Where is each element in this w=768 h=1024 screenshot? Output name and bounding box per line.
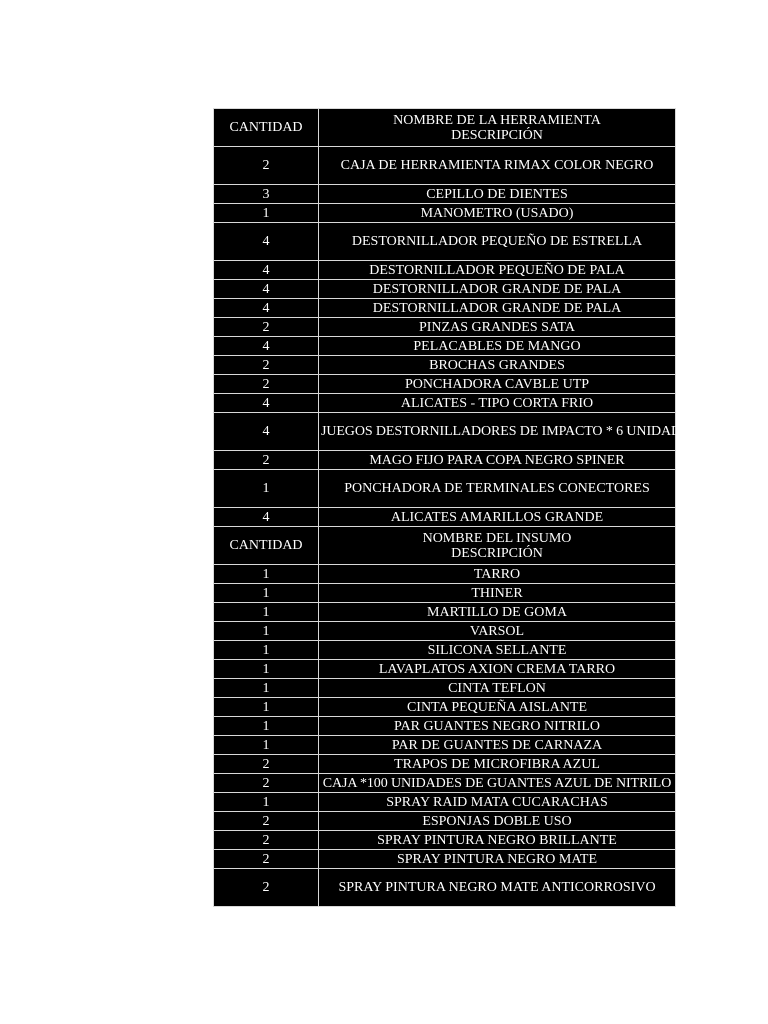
description-cell: CEPILLO DE DIENTES <box>319 185 676 204</box>
supply-name-header-line2: DESCRIPCIÓN <box>451 545 543 561</box>
description-cell: DESTORNILLADOR PEQUEÑO DE PALA <box>319 261 676 280</box>
quantity-cell: 1 <box>214 679 319 698</box>
supply-row <box>214 736 676 755</box>
quantity-cell: 1 <box>214 736 319 755</box>
quantity-cell: 1 <box>214 622 319 641</box>
description-cell: THINER <box>319 584 676 603</box>
tool-row <box>214 185 676 204</box>
supply-row <box>214 641 676 660</box>
tool-row <box>214 451 676 470</box>
tool-row <box>214 280 676 299</box>
description-cell: CAJA DE HERRAMIENTA RIMAX COLOR NEGRO <box>319 147 676 185</box>
quantity-cell: 1 <box>214 584 319 603</box>
description-cell: PONCHADORA CAVBLE UTP <box>319 375 676 394</box>
description-cell: JUEGOS DESTORNILLADORES DE IMPACTO * 6 UNIDADES <box>319 413 676 451</box>
description-cell: SPRAY RAID MATA CUCARACHAS <box>319 793 676 812</box>
quantity-cell: 2 <box>214 774 319 793</box>
quantity-cell: 1 <box>214 793 319 812</box>
description-cell: BROCHAS GRANDES <box>319 356 676 375</box>
quantity-cell: 2 <box>214 831 319 850</box>
tool-name-header-line1: NOMBRE DE LA HERRAMIENTA <box>393 112 601 128</box>
quantity-column-header: CANTIDAD <box>214 109 319 147</box>
tool-row <box>214 261 676 280</box>
quantity-column-header: CANTIDAD <box>214 527 319 565</box>
supply-row <box>214 850 676 869</box>
quantity-cell: 1 <box>214 470 319 508</box>
quantity-cell: 4 <box>214 337 319 356</box>
quantity-cell: 1 <box>214 204 319 223</box>
quantity-cell: 2 <box>214 869 319 907</box>
description-cell: ALICATES - TIPO CORTA FRIO <box>319 394 676 413</box>
quantity-cell: 2 <box>214 812 319 831</box>
tool-row <box>214 470 676 508</box>
inventory-table <box>213 108 698 907</box>
description-cell: MAGO FIJO PARA COPA NEGRO SPINER <box>319 451 676 470</box>
description-cell: PINZAS GRANDES SATA <box>319 318 676 337</box>
supply-name-header-line1: NOMBRE DEL INSUMO <box>422 530 572 546</box>
quantity-cell: 1 <box>214 698 319 717</box>
quantity-cell: 1 <box>214 603 319 622</box>
tool-row <box>214 508 676 527</box>
description-cell: SPRAY PINTURA NEGRO BRILLANTE <box>319 831 676 850</box>
quantity-cell: 1 <box>214 660 319 679</box>
description-cell: CINTA TEFLON <box>319 679 676 698</box>
supply-row <box>214 755 676 774</box>
tool-row <box>214 299 676 318</box>
supply-row <box>214 831 676 850</box>
tool-row <box>214 337 676 356</box>
description-cell: MARTILLO DE GOMA <box>319 603 676 622</box>
supply-name-column-header <box>319 527 676 565</box>
supply-row <box>214 565 676 584</box>
quantity-cell: 4 <box>214 413 319 451</box>
tool-row <box>214 147 676 185</box>
quantity-cell: 1 <box>214 565 319 584</box>
tool-row <box>214 318 676 337</box>
supply-row <box>214 812 676 831</box>
quantity-cell: 4 <box>214 261 319 280</box>
quantity-cell: 2 <box>214 318 319 337</box>
tools-header-row <box>214 109 676 147</box>
description-cell: DESTORNILLADOR GRANDE DE PALA <box>319 280 676 299</box>
supply-row <box>214 698 676 717</box>
quantity-cell: 2 <box>214 755 319 774</box>
description-cell: ESPONJAS DOBLE USO <box>319 812 676 831</box>
description-cell: SPRAY PINTURA NEGRO MATE <box>319 850 676 869</box>
quantity-cell: 2 <box>214 451 319 470</box>
inventory-table-body <box>214 109 698 907</box>
supply-row <box>214 717 676 736</box>
description-cell: TRAPOS DE MICROFIBRA AZUL <box>319 755 676 774</box>
quantity-cell: 1 <box>214 641 319 660</box>
supply-row <box>214 660 676 679</box>
tool-row <box>214 375 676 394</box>
tool-name-column-header <box>319 109 676 147</box>
quantity-cell: 4 <box>214 394 319 413</box>
tool-row <box>214 204 676 223</box>
quantity-cell: 4 <box>214 508 319 527</box>
quantity-cell: 2 <box>214 375 319 394</box>
description-cell: DESTORNILLADOR PEQUEÑO DE ESTRELLA <box>319 223 676 261</box>
tool-row <box>214 356 676 375</box>
quantity-cell: 2 <box>214 356 319 375</box>
quantity-cell: 3 <box>214 185 319 204</box>
supply-row <box>214 774 676 793</box>
quantity-cell: 1 <box>214 717 319 736</box>
description-cell: MANOMETRO (USADO) <box>319 204 676 223</box>
description-cell: VARSOL <box>319 622 676 641</box>
supply-row <box>214 679 676 698</box>
supply-row <box>214 622 676 641</box>
description-cell: SPRAY PINTURA NEGRO MATE ANTICORROSIVO <box>319 869 676 907</box>
supplies-header-row <box>214 527 676 565</box>
description-cell: CINTA PEQUEÑA AISLANTE <box>319 698 676 717</box>
quantity-cell: 2 <box>214 850 319 869</box>
supply-row <box>214 793 676 812</box>
description-cell: TARRO <box>319 565 676 584</box>
description-cell: CAJA *100 UNIDADES DE GUANTES AZUL DE NITRILO <box>319 774 676 793</box>
description-cell: PELACABLES DE MANGO <box>319 337 676 356</box>
description-cell: ALICATES AMARILLOS GRANDE <box>319 508 676 527</box>
description-cell: PAR GUANTES NEGRO NITRILO <box>319 717 676 736</box>
quantity-cell: 4 <box>214 280 319 299</box>
quantity-cell: 4 <box>214 223 319 261</box>
description-cell: PONCHADORA DE TERMINALES CONECTORES <box>319 470 676 508</box>
description-cell: SILICONA SELLANTE <box>319 641 676 660</box>
quantity-cell: 2 <box>214 147 319 185</box>
supply-row <box>214 603 676 622</box>
tool-row <box>214 223 676 261</box>
quantity-cell: 4 <box>214 299 319 318</box>
tool-row <box>214 413 676 451</box>
supply-row <box>214 584 676 603</box>
supply-row <box>214 869 676 907</box>
description-cell: DESTORNILLADOR GRANDE DE PALA <box>319 299 676 318</box>
description-cell: LAVAPLATOS AXION CREMA TARRO <box>319 660 676 679</box>
tool-row <box>214 394 676 413</box>
description-cell: PAR DE GUANTES DE CARNAZA <box>319 736 676 755</box>
tool-name-header-line2: DESCRIPCIÓN <box>451 127 543 143</box>
